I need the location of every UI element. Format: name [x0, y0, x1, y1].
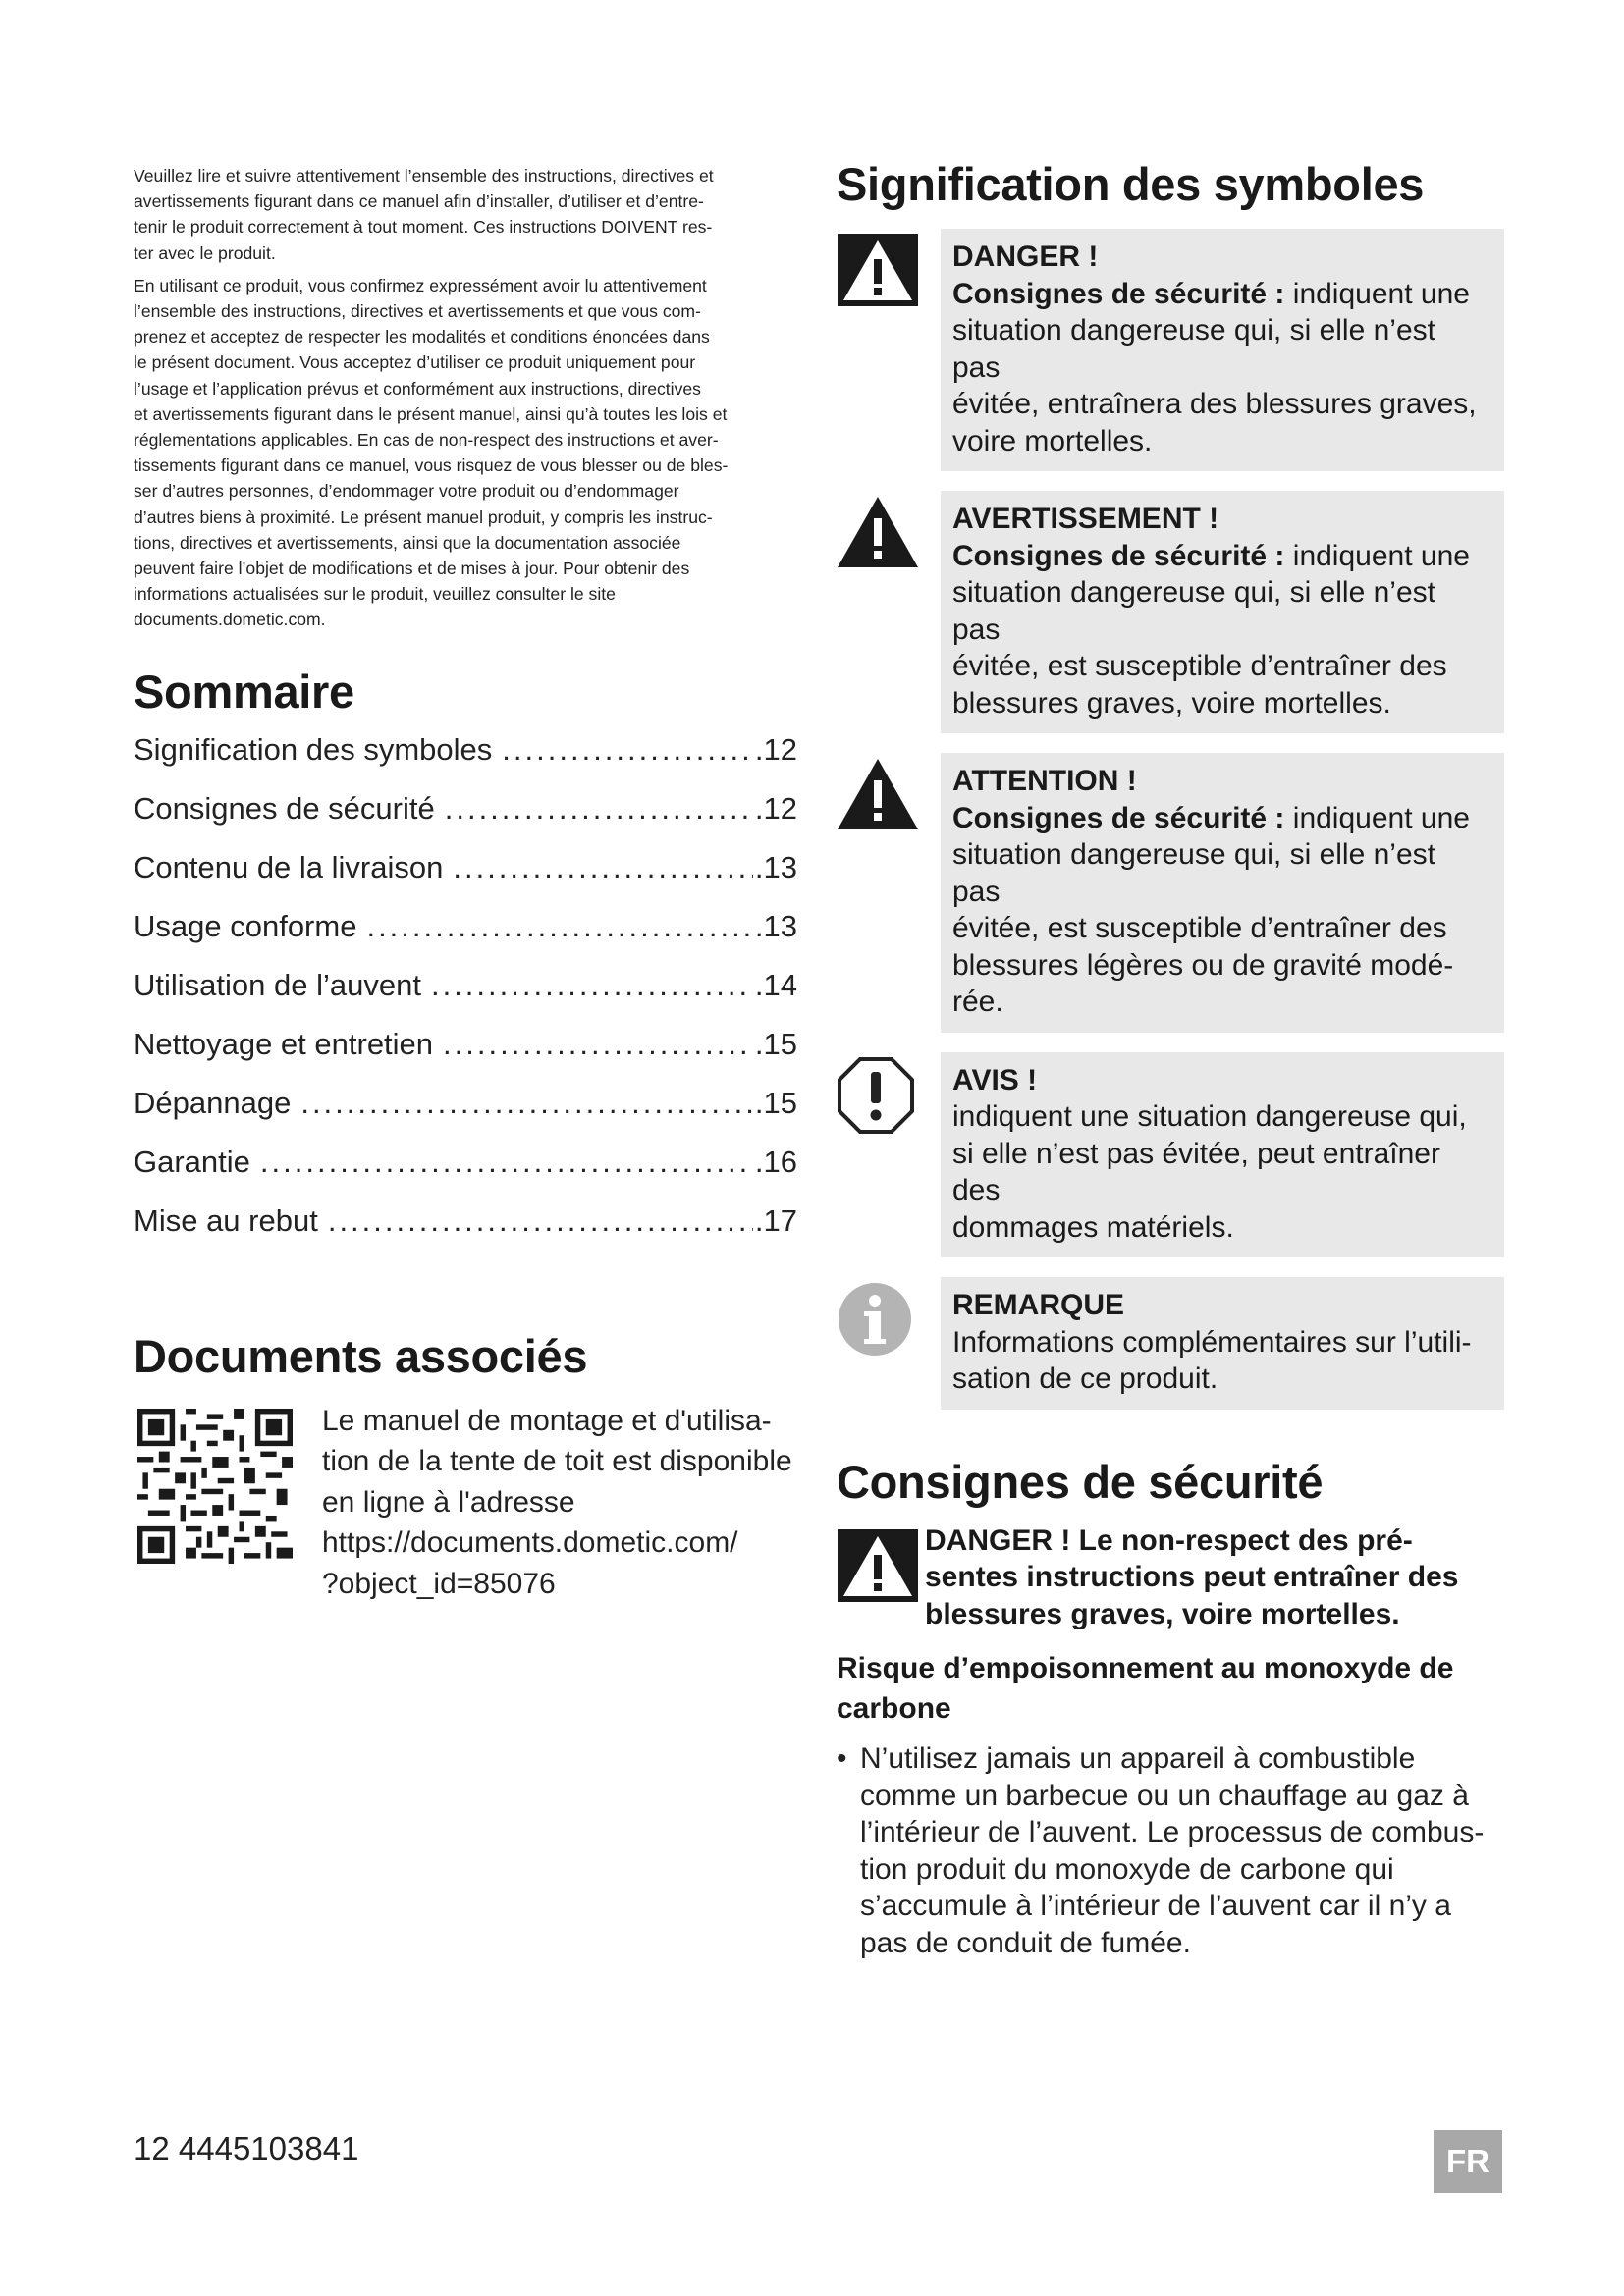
- symbol-note-title: REMARQUE: [952, 1289, 1125, 1321]
- language-badge: FR: [1434, 2130, 1502, 2193]
- toc-item-safety[interactable]: Consignes de sécurité ..... .12: [134, 791, 797, 850]
- toc-item-warranty[interactable]: Garantie ..... .16: [134, 1145, 797, 1203]
- bullet-icon: •: [837, 1742, 847, 1775]
- warning-triangle-boxed-icon: [837, 1528, 919, 1603]
- page-number: 12: [134, 2130, 170, 2166]
- qr-code-icon[interactable]: [137, 1409, 293, 1564]
- right-column: [837, 157, 1504, 1961]
- docs-url-link[interactable]: https://documents.dometic.com/: [322, 1526, 738, 1560]
- related-documents: [134, 1401, 797, 1605]
- warning-triangle-icon: [837, 757, 919, 831]
- symbol-notice-title: AVIS !: [952, 1063, 1038, 1096]
- safety-danger-block: DANGER ! Le non-respect des pré- sentes instructions peut entraîner des blessures graves, voire mortelles.: [837, 1522, 1504, 1633]
- info-circle-icon: [837, 1281, 913, 1358]
- toc-item-cleaning[interactable]: Nettoyage et entretien ..... .15: [134, 1027, 797, 1086]
- toc-title: Sommaire: [134, 665, 354, 718]
- symbol-notice: AVIS ! indiquent une situation dangereuse qui, si elle n’est pas évitée, peut entraîner des dommages matériels.: [837, 1052, 1504, 1258]
- table-of-contents: [134, 732, 797, 1262]
- intro-text: [134, 163, 797, 633]
- intro-paragraph-1: Veuillez lire et suivre attentivement l’ensemble des instructions, directives et avertissements figurant dans ce manuel afin d’installer, d’utiliser et d’entre- tenir le produit correctement à tout moment. Ces instructions DOIVENT res- ter avec le produit.: [134, 166, 714, 263]
- symbol-warning-title: AVERTISSEMENT !: [952, 503, 1219, 535]
- symbol-caution: ATTENTION ! Consignes de sécurité : indiquent une situation dangereuse qui, si elle n’est pas évitée, est susceptible d’entraîner des blessures légères ou de gravité modé- rée.: [837, 753, 1504, 1033]
- toc-item-troubleshooting[interactable]: Dépannage ..... .15: [134, 1086, 797, 1145]
- toc-item-symbols[interactable]: Signification des symboles ..... .12: [134, 732, 797, 791]
- page-footer-number: [134, 2130, 358, 2167]
- list-item: • N’utilisez jamais un appareil à combustible comme un barbecue ou un chauffage au gaz à l’intérieur de l’auvent. Le processus de combus- tion produit du monoxyde de carbone qui s’accumule à l’intérieur de l’auvent car il n’y a pas de conduit de fumée.: [837, 1740, 1504, 1961]
- docs-title: Documents associés: [134, 1329, 588, 1382]
- toc-item-delivery[interactable]: Contenu de la livraison ..... .13: [134, 850, 797, 909]
- docs-description: Le manuel de montage et d'utilisa- tion de la tente de toit est disponible en ligne à l'adresse https://documents.dometic.com/ ?object_id=85076: [322, 1401, 792, 1605]
- symbol-danger-title: DANGER !: [952, 240, 1099, 273]
- docs-url-query[interactable]: ?object_id=85076: [322, 1567, 556, 1600]
- intro-paragraph-2: En utilisant ce produit, vous confirmez expressément avoir lu attentivement l’ensemble des instructions, directives et avertissements et que vous com- prenez et acceptez de respecter les modalités et conditions énoncées dans le présent document. Vous acceptez d’utiliser ce produit uniquement pour l’usage et l’application prévus et conformément aux instructions, directives et avertissements figurant dans le présent manuel, ainsi qu’à toutes les lois et réglementations applicables. En cas de non-respect des instructions et aver- tissements figurant dans ce manuel, vous risquez de vous blesser ou de bles- ser d’autres personnes, d’endommager votre produit ou d’endommager d’autres biens à proximité. Le présent manuel produit, y compris les instruc- tions, directives et avertissements, ainsi que la documentation associée peuvent faire l’objet de modifications et de mises à jour. Pour obtenir des informations actualisées sur le produit, veuillez consulter le site documents.dometic.com.: [134, 275, 729, 630]
- notice-octagon-icon: [837, 1056, 915, 1135]
- symbol-danger: DANGER ! Consignes de sécurité : indiquent une situation dangereuse qui, si elle n’est pas évitée, entraînera des blessures graves, voire mortelles.: [837, 229, 1504, 471]
- document-number: 4445103841: [178, 2130, 359, 2166]
- symbol-warning: AVERTISSEMENT ! Consignes de sécurité : indiquent une situation dangereuse qui, si elle n’est pas évitée, est susceptible d’entraîner des blessures graves, voire mortelles.: [837, 491, 1504, 733]
- symbols-title: Signification des symboles: [837, 158, 1425, 210]
- toc-item-intended-use[interactable]: Usage conforme ..... .13: [134, 909, 797, 968]
- warning-triangle-icon: [837, 495, 919, 569]
- toc-item-awning-use[interactable]: Utilisation de l’auvent ..... .14: [134, 968, 797, 1027]
- warning-triangle-boxed-icon: [837, 233, 919, 307]
- symbol-note: REMARQUE Informations complémentaires sur l’utili- sation de ce produit.: [837, 1277, 1504, 1410]
- symbol-caution-title: ATTENTION !: [952, 765, 1137, 797]
- left-column: [134, 163, 797, 1604]
- toc-item-disposal[interactable]: Mise au rebut ..... .17: [134, 1203, 797, 1262]
- safety-title: Consignes de sécurité: [837, 1455, 1324, 1508]
- co-poisoning-heading: Risque d’empoisonnement au monoxyde de carbone: [837, 1652, 1454, 1725]
